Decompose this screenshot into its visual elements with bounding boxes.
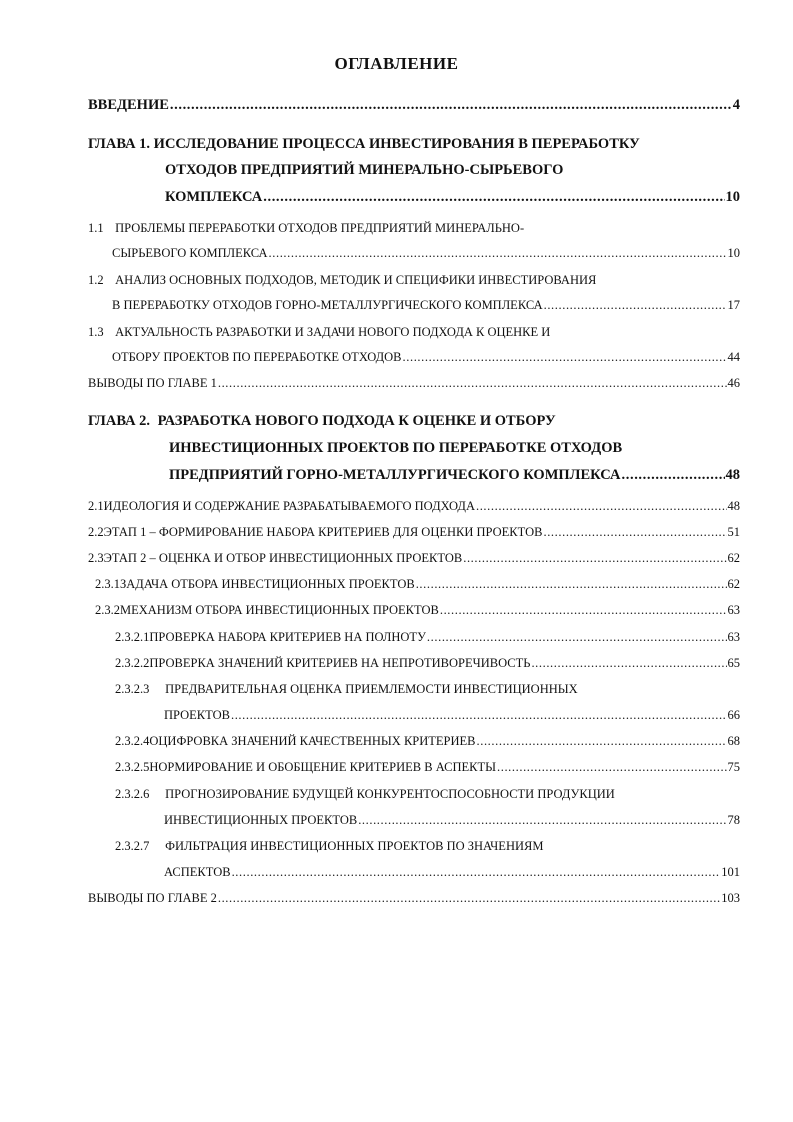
toc-entry-chapter-2[interactable]	[169, 467, 740, 484]
chapter-2-title-line-2: ИНВЕСТИЦИОННЫХ ПРОЕКТОВ ПО ПЕРЕРАБОТКЕ ОТХОДОВ	[169, 440, 623, 456]
toc-page-number: 51	[727, 525, 740, 539]
toc-entry-conclusions-1[interactable]	[88, 376, 740, 391]
toc-page-number: 44	[727, 350, 740, 364]
toc-label: ВЫВОДЫ ПО ГЛАВЕ 1	[88, 376, 217, 390]
section-number: 2.3	[88, 551, 104, 565]
toc-entry-2-1[interactable]	[88, 499, 740, 514]
section-number: 2.3.2	[95, 603, 120, 617]
dot-leader	[477, 734, 727, 749]
toc-entry-2-3-2-6[interactable]	[115, 787, 615, 802]
toc-page-number: 78	[727, 813, 740, 827]
dot-leader	[263, 189, 724, 206]
section-number: 1.1	[88, 221, 104, 235]
toc-page-number: 65	[727, 656, 740, 670]
dot-leader	[463, 551, 726, 566]
dot-leader	[269, 246, 727, 261]
dot-leader	[427, 630, 727, 645]
toc-entry-2-3-2-4[interactable]	[115, 734, 740, 749]
toc-entry-2-3-2-1[interactable]	[115, 630, 740, 645]
dot-leader	[440, 603, 727, 618]
section-number: 2.2	[88, 525, 104, 539]
toc-page-number: 62	[727, 551, 740, 565]
toc-label: ВЫВОДЫ ПО ГЛАВЕ 2	[88, 891, 217, 905]
section-number: 1.3	[88, 325, 104, 339]
section-title: ПРОВЕРКА НАБОРА КРИТЕРИЕВ НА ПОЛНОТУ	[149, 630, 426, 644]
chapter-title-line: ИССЛЕДОВАНИЕ ПРОЦЕССА ИНВЕСТИРОВАНИЯ В ПЕРЕРАБОТКУ	[153, 136, 640, 152]
section-title-line: АНАЛИЗ ОСНОВНЫХ ПОДХОДОВ, МЕТОДИК И СПЕЦИФИКИ ИНВЕСТИРОВАНИЯ	[115, 273, 597, 287]
section-number: 2.3.2.4	[115, 734, 150, 748]
toc-entry-1-3[interactable]	[88, 325, 550, 340]
toc-entry-2-3-2-3[interactable]	[115, 682, 578, 697]
section-title-line: ФИЛЬТРАЦИЯ ИНВЕСТИЦИОННЫХ ПРОЕКТОВ ПО ЗНАЧЕНИЯМ	[165, 839, 544, 853]
toc-page-number: 63	[727, 603, 740, 617]
section-number: 2.3.2.5	[115, 760, 150, 774]
section-title-line: СЫРЬЕВОГО КОМПЛЕКСА	[112, 246, 268, 260]
section-title-line: ПРОГНОЗИРОВАНИЕ БУДУЩЕЙ КОНКУРЕНТОСПОСОБНОСТИ ПРОДУКЦИИ	[165, 787, 615, 801]
section-number: 2.1	[88, 499, 104, 513]
toc-entry-2-3-2[interactable]	[95, 603, 740, 618]
chapter-prefix: ГЛАВА 2.	[88, 413, 151, 429]
section-number: 2.3.2.2	[115, 656, 150, 670]
toc-entry-chapter-1[interactable]	[165, 189, 740, 206]
toc-entry-1-2-cont[interactable]	[112, 298, 740, 313]
toc-label: ВВЕДЕНИЕ	[88, 97, 169, 113]
section-number: 2.3.2.7	[115, 839, 150, 853]
toc-entry-2-3-2-3-cont[interactable]	[164, 708, 740, 723]
dot-leader	[231, 708, 727, 723]
toc-entry-1-1[interactable]	[88, 221, 524, 236]
section-number: 2.3.2.1	[115, 630, 150, 644]
dot-leader	[476, 499, 727, 514]
toc-entry-2-3-2-7[interactable]	[115, 839, 543, 854]
section-title: ИДЕОЛОГИЯ И СОДЕРЖАНИЕ РАЗРАБАТЫВАЕМОГО ПОДХОДА	[103, 499, 475, 513]
toc-entry-conclusions-2[interactable]	[88, 891, 740, 906]
chapter-title-line: ПРЕДПРИЯТИЙ ГОРНО-МЕТАЛЛУРГИЧЕСКОГО КОМПЛЕКСА	[169, 467, 621, 483]
toc-entry-2-3-2-7-cont[interactable]	[164, 865, 740, 880]
toc-page-number: 48	[727, 499, 740, 513]
dot-leader	[218, 891, 720, 906]
section-title: ЭТАП 2 – ОЦЕНКА И ОТБОР ИНВЕСТИЦИОННЫХ ПРОЕКТОВ	[103, 551, 463, 565]
section-title-line: ПРОБЛЕМЫ ПЕРЕРАБОТКИ ОТХОДОВ ПРЕДПРИЯТИЙ МИНЕРАЛЬНО-	[115, 221, 525, 235]
chapter-1-title-line-2: ОТХОДОВ ПРЕДПРИЯТИЙ МИНЕРАЛЬНО-СЫРЬЕВОГО	[165, 162, 564, 178]
dot-leader	[170, 97, 732, 114]
section-title: ОЦИФРОВКА ЗНАЧЕНИЙ КАЧЕСТВЕННЫХ КРИТЕРИЕВ	[149, 734, 476, 748]
section-title: МЕХАНИЗМ ОТБОРА ИНВЕСТИЦИОННЫХ ПРОЕКТОВ	[120, 603, 439, 617]
dot-leader	[531, 656, 726, 671]
toc-page-number: 68	[727, 734, 740, 748]
dot-leader	[218, 376, 727, 391]
toc-entry-1-3-cont[interactable]	[112, 350, 740, 365]
dot-leader	[416, 577, 727, 592]
section-number: 2.3.2.6	[115, 787, 150, 801]
toc-page-number: 48	[725, 467, 740, 483]
section-title: НОРМИРОВАНИЕ И ОБОБЩЕНИЕ КРИТЕРИЕВ В АСПЕКТЫ	[149, 760, 496, 774]
toc-entry-2-3-1[interactable]	[95, 577, 740, 592]
section-title-line: ИНВЕСТИЦИОННЫХ ПРОЕКТОВ	[164, 813, 358, 827]
section-title-line: АСПЕКТОВ	[164, 865, 231, 879]
toc-page-number: 75	[727, 760, 740, 774]
toc-entry-2-3-2-6-cont[interactable]	[164, 813, 740, 828]
toc-page-number: 4	[732, 97, 740, 113]
page-title: ОГЛАВЛЕНИЕ	[334, 54, 459, 73]
chapter-2-heading[interactable]	[88, 413, 556, 430]
toc-entry-2-3[interactable]	[88, 551, 740, 566]
toc-page-number: 101	[721, 865, 740, 879]
section-title: ЭТАП 1 – ФОРМИРОВАНИЕ НАБОРА КРИТЕРИЕВ ДЛЯ ОЦЕНКИ ПРОЕКТОВ	[103, 525, 543, 539]
section-title-line: ПРОЕКТОВ	[164, 708, 230, 722]
chapter-title-line: РАЗРАБОТКА НОВОГО ПОДХОДА К ОЦЕНКЕ И ОТБОРУ	[157, 413, 556, 429]
section-title-line: В ПЕРЕРАБОТКУ ОТХОДОВ ГОРНО-МЕТАЛЛУРГИЧЕСКОГО КОМПЛЕКСА	[112, 298, 543, 312]
dot-leader	[403, 350, 727, 365]
dot-leader	[497, 760, 727, 775]
toc-entry-1-2[interactable]	[88, 273, 596, 288]
toc-page-number: 10	[727, 246, 740, 260]
section-title-line: АКТУАЛЬНОСТЬ РАЗРАБОТКИ И ЗАДАЧИ НОВОГО ПОДХОДА К ОЦЕНКЕ И	[115, 325, 551, 339]
dot-leader	[232, 865, 721, 880]
toc-page-number: 10	[725, 189, 740, 205]
section-title: ЗАДАЧА ОТБОРА ИНВЕСТИЦИОННЫХ ПРОЕКТОВ	[120, 577, 415, 591]
chapter-title-line: КОМПЛЕКСА	[165, 189, 263, 205]
dot-leader	[622, 467, 725, 484]
dot-leader	[358, 813, 726, 828]
toc-entry-2-3-2-5[interactable]	[115, 760, 740, 775]
dot-leader	[544, 298, 727, 313]
section-number: 1.2	[88, 273, 104, 287]
toc-entry-2-2[interactable]	[88, 525, 740, 540]
toc-entry-1-1-cont[interactable]	[112, 246, 740, 261]
section-number: 2.3.2.3	[115, 682, 150, 696]
section-number: 2.3.1	[95, 577, 120, 591]
section-title-line: ПРЕДВАРИТЕЛЬНАЯ ОЦЕНКА ПРИЕМЛЕМОСТИ ИНВЕСТИЦИОННЫХ	[165, 682, 578, 696]
toc-entry-2-3-2-2[interactable]	[115, 656, 740, 671]
chapter-prefix: ГЛАВА 1.	[88, 136, 151, 152]
dot-leader	[543, 525, 726, 540]
toc-entry-intro[interactable]	[88, 97, 740, 114]
toc-page-number: 17	[727, 298, 740, 312]
toc-page-number: 103	[721, 891, 740, 905]
chapter-1-heading[interactable]	[88, 136, 640, 153]
toc-page-number: 63	[727, 630, 740, 644]
toc-page-number: 46	[727, 376, 740, 390]
section-title-line: ОТБОРУ ПРОЕКТОВ ПО ПЕРЕРАБОТКЕ ОТХОДОВ	[112, 350, 402, 364]
toc-page-number: 66	[727, 708, 740, 722]
section-title: ПРОВЕРКА ЗНАЧЕНИЙ КРИТЕРИЕВ НА НЕПРОТИВОРЕЧИВОСТЬ	[149, 656, 531, 670]
toc-page-number: 62	[727, 577, 740, 591]
